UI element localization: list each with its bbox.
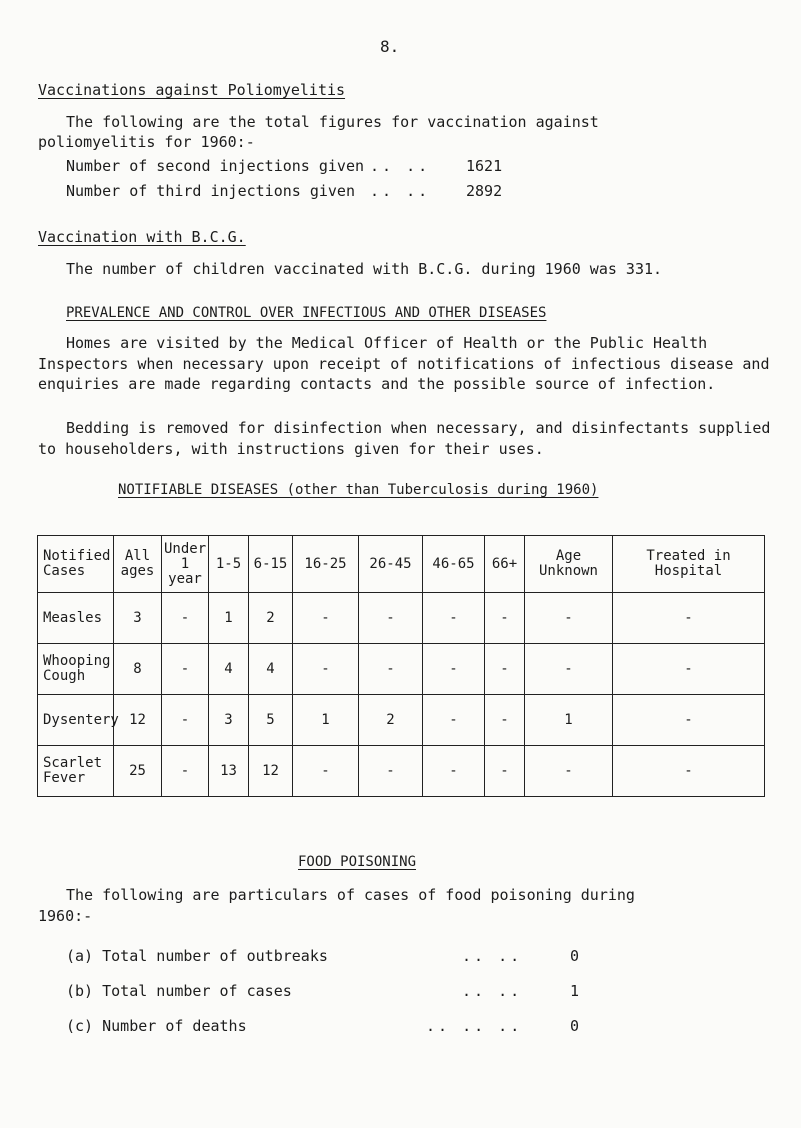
- table-cell: 4: [209, 644, 249, 695]
- leader-dots: .. ..: [370, 157, 431, 175]
- table-cell: -: [525, 644, 613, 695]
- table-cell: 8: [114, 644, 162, 695]
- table-cell: -: [162, 593, 209, 644]
- leader-dots: .. ..: [462, 947, 523, 965]
- notifiable-heading: NOTIFIABLE DISEASES (other than Tuberculosis during 1960): [118, 482, 599, 498]
- food-item-value: 1: [570, 982, 580, 1000]
- table-cell: -: [613, 644, 765, 695]
- third-injections-value: 2892: [466, 182, 503, 200]
- table-cell: -: [293, 644, 359, 695]
- table-header-row: [38, 536, 765, 593]
- col-header: Treated in Hospital: [613, 536, 765, 593]
- food-item-row: [66, 1017, 766, 1037]
- table-cell: 3: [114, 593, 162, 644]
- table-cell: 2: [249, 593, 293, 644]
- prevalence-para2: Bedding is removed for disinfection when necessary, and disinfectants supplied to householders, with instructions given for their uses.: [38, 419, 771, 458]
- table-row: [38, 593, 765, 644]
- notifiable-diseases-table: [37, 535, 765, 797]
- col-header: 46-65: [423, 536, 485, 593]
- col-header: All ages: [114, 536, 162, 593]
- table-cell: 13: [209, 746, 249, 797]
- table-cell: -: [423, 695, 485, 746]
- leader-dots: .. ..: [462, 982, 523, 1000]
- col-header: 6-15: [249, 536, 293, 593]
- table-cell: -: [485, 746, 525, 797]
- table-row: [38, 746, 765, 797]
- table-cell: -: [613, 746, 765, 797]
- disease-name: Scarlet Fever: [38, 746, 114, 797]
- second-injections-label: Number of second injections given: [66, 157, 365, 175]
- leader-dots: .. ..: [370, 182, 431, 200]
- table-cell: 5: [249, 695, 293, 746]
- disease-name: Dysentery: [38, 695, 114, 746]
- table-row: [38, 644, 765, 695]
- col-header: 66+: [485, 536, 525, 593]
- table-cell: -: [293, 746, 359, 797]
- third-injections-label: Number of third injections given: [66, 182, 355, 200]
- disease-name: Whooping Cough: [38, 644, 114, 695]
- table-cell: -: [359, 593, 423, 644]
- second-injections-row: [66, 157, 766, 177]
- table-cell: 1: [293, 695, 359, 746]
- food-poisoning-intro: The following are particulars of cases of food poisoning during 1960:-: [38, 886, 635, 925]
- col-header: 1-5: [209, 536, 249, 593]
- col-header: Under 1 year: [162, 536, 209, 593]
- table-cell: -: [525, 593, 613, 644]
- col-header: Notified Cases: [38, 536, 114, 593]
- bcg-heading: Vaccination with B.C.G.: [38, 228, 246, 246]
- table-cell: -: [485, 695, 525, 746]
- second-injections-value: 1621: [466, 157, 503, 175]
- disease-name: Measles: [38, 593, 114, 644]
- table-cell: 1: [525, 695, 613, 746]
- polio-heading: Vaccinations against Poliomyelitis: [38, 81, 346, 99]
- table-cell: -: [613, 695, 765, 746]
- food-item-label: (b) Total number of cases: [66, 982, 292, 1000]
- third-injections-row: [66, 182, 766, 202]
- food-item-label: (a) Total number of outbreaks: [66, 947, 328, 965]
- table-cell: -: [613, 593, 765, 644]
- table-cell: 3: [209, 695, 249, 746]
- table-cell: -: [162, 746, 209, 797]
- food-item-row: [66, 947, 766, 967]
- table-cell: -: [423, 746, 485, 797]
- table-row: [38, 695, 765, 746]
- col-header: 26-45: [359, 536, 423, 593]
- bcg-text: The number of children vaccinated with B.C.G. during 1960 was 331.: [66, 260, 663, 278]
- prevalence-heading: PREVALENCE AND CONTROL OVER INFECTIOUS AND OTHER DISEASES: [66, 305, 547, 321]
- table-cell: 2: [359, 695, 423, 746]
- table-cell: -: [525, 746, 613, 797]
- table-cell: 4: [249, 644, 293, 695]
- page-number: 8.: [380, 37, 400, 56]
- table-cell: -: [485, 644, 525, 695]
- table-cell: 25: [114, 746, 162, 797]
- table-cell: 12: [114, 695, 162, 746]
- table-cell: -: [423, 593, 485, 644]
- food-poisoning-heading: FOOD POISONING: [298, 854, 417, 870]
- col-header: 16-25: [293, 536, 359, 593]
- table-cell: -: [359, 746, 423, 797]
- col-header: Age Unknown: [525, 536, 613, 593]
- food-item-row: [66, 982, 766, 1002]
- food-item-label: (c) Number of deaths: [66, 1017, 247, 1035]
- food-item-value: 0: [570, 947, 580, 965]
- table-cell: -: [162, 695, 209, 746]
- prevalence-para1: Homes are visited by the Medical Officer of Health or the Public Health Inspectors when necessary upon receipt of notifications of infectious disease and enquiries are made regarding contacts and the possible source of infection.: [38, 334, 770, 393]
- table-cell: 1: [209, 593, 249, 644]
- food-item-value: 0: [570, 1017, 580, 1035]
- table-cell: 12: [249, 746, 293, 797]
- leader-dots: .. .. ..: [426, 1017, 523, 1035]
- table-cell: -: [162, 644, 209, 695]
- polio-intro: The following are the total figures for vaccination against poliomyelitis for 1960:-: [38, 113, 599, 151]
- table-cell: -: [423, 644, 485, 695]
- table-cell: -: [485, 593, 525, 644]
- table-cell: -: [359, 644, 423, 695]
- table-cell: -: [293, 593, 359, 644]
